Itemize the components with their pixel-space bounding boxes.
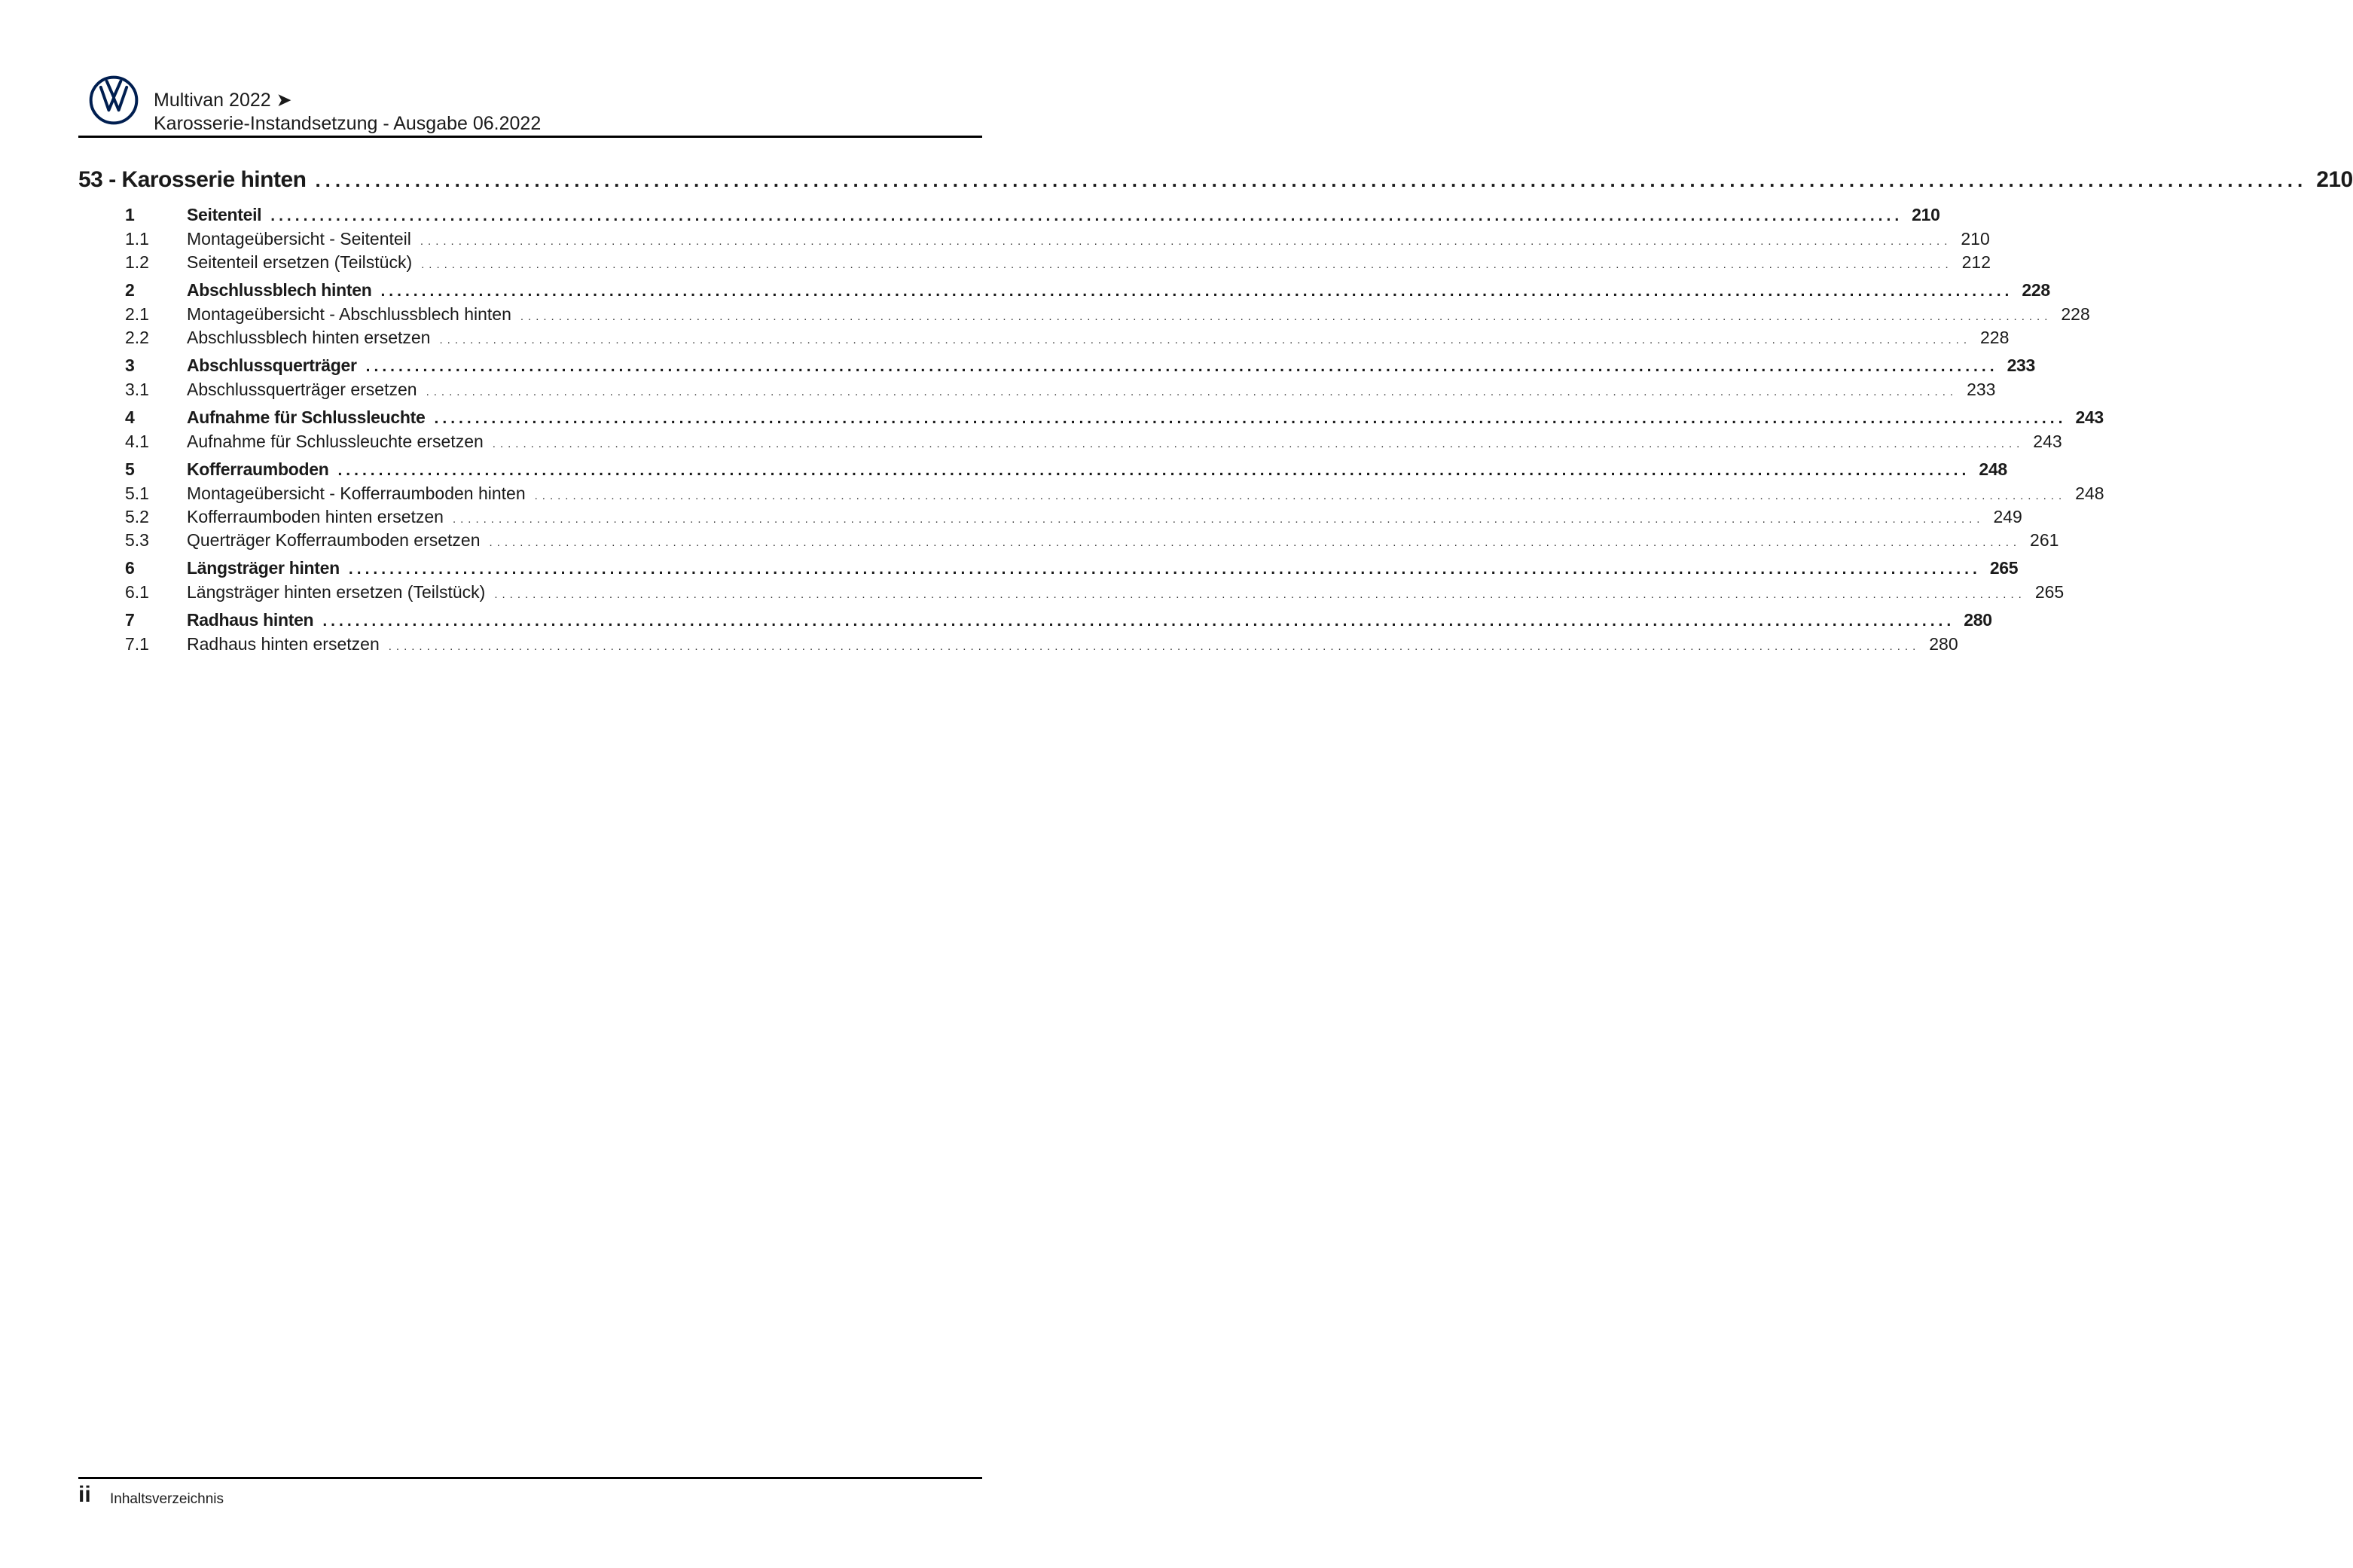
leader-dots: ........................................................................................................................................................................................................ <box>388 640 1921 653</box>
toc-subsection[interactable] <box>78 229 1990 252</box>
footer-label: Inhaltsverzeichnis <box>110 1491 224 1507</box>
entry-title: Abschlussquerträger ersetzen <box>187 380 417 399</box>
entry-page: 248 <box>2075 484 2104 503</box>
leader-dots: ........................................................................................................................................................................................................ <box>420 235 1952 248</box>
entry-title: Aufnahme für Schlussleuchte <box>187 407 426 427</box>
entry-title: Aufnahme für Schlussleuchte ersetzen <box>187 432 484 451</box>
leader-dots: ........................................................................................................................................................................................................ <box>322 612 1955 630</box>
entry-title: Querträger Kofferraumboden ersetzen <box>187 530 481 550</box>
entry-page: 265 <box>1989 558 2019 578</box>
leader-dots: ........................................................................................................................................................................................................ <box>492 438 2025 450</box>
leader-dots: ........................................................................................................................................................................................................ <box>421 258 1953 271</box>
entry-page: 228 <box>1979 328 2010 347</box>
entry-title: Radhaus hinten ersetzen <box>187 634 380 654</box>
toc-section[interactable] <box>78 355 2036 380</box>
table-of-contents <box>78 167 2353 657</box>
leader-dots: ........................................................................................................................................................................................................ <box>452 513 1985 526</box>
entry-title: Abschlussblech hinten ersetzen <box>187 328 431 347</box>
entry-number: 2.1 <box>125 304 149 324</box>
leader-dots: ........................................................................................................................................................................................................ <box>348 560 1981 578</box>
entry-title: Abschlussquerträger <box>187 355 357 375</box>
toc-section[interactable] <box>78 459 2007 484</box>
entry-page: 249 <box>1993 507 2022 526</box>
chapter-page: 210 <box>2316 167 2353 192</box>
entry-number: 5.1 <box>125 484 149 503</box>
entry-number: 5.2 <box>125 507 149 526</box>
entry-number: 1 <box>125 205 135 224</box>
entry-page: 243 <box>2033 432 2062 451</box>
chapter-title: 53 - Karosserie hinten <box>78 167 307 192</box>
entry-number: 6 <box>125 558 135 578</box>
entry-title: Längsträger hinten ersetzen (Teilstück) <box>187 582 486 602</box>
toc-section[interactable] <box>78 610 1992 634</box>
model-title: Multivan 2022 ➤ <box>154 90 292 111</box>
toc-section[interactable] <box>78 407 2104 432</box>
entry-number: 4.1 <box>125 432 149 451</box>
entry-page: 248 <box>1979 459 2007 479</box>
document-header <box>154 89 541 136</box>
toc-section[interactable] <box>78 558 2019 582</box>
toc-subsection[interactable] <box>78 507 2022 530</box>
footer-page-number: ii <box>78 1482 91 1507</box>
entry-page: 261 <box>2030 530 2059 550</box>
leader-dots: ........................................................................................................................................................................................................ <box>426 386 1958 398</box>
entry-page: 280 <box>1929 634 1958 654</box>
entry-title: Kofferraumboden hinten ersetzen <box>187 507 444 526</box>
toc-chapter[interactable] <box>78 167 2353 200</box>
entry-number: 1.1 <box>125 229 149 249</box>
leader-dots: ........................................................................................................................................................................................................ <box>494 588 2026 601</box>
entry-title: Radhaus hinten <box>187 610 314 630</box>
entry-page: 265 <box>2034 582 2065 602</box>
entry-page: 228 <box>2022 280 2050 300</box>
leader-dots: ........................................................................................................................................................................................................ <box>520 310 2052 323</box>
entry-title: Montageübersicht - Abschlussblech hinten <box>187 304 511 324</box>
leader-dots: ........................................................................................................................................................................................................ <box>270 207 1903 224</box>
toc-subsection[interactable] <box>78 380 1996 403</box>
entry-number: 1.2 <box>125 252 149 272</box>
entry-number: 6.1 <box>125 582 149 602</box>
leader-dots: ........................................................................................................................................................................................................ <box>534 490 2067 502</box>
toc-subsection[interactable] <box>78 484 2104 507</box>
leader-dots: ........................................................................................................................................................................................................ <box>365 358 1998 375</box>
toc-subsection[interactable] <box>78 634 1958 657</box>
footer-divider <box>78 1477 982 1479</box>
entry-page: 280 <box>1964 610 1992 630</box>
entry-number: 2.2 <box>125 328 149 347</box>
toc-subsection[interactable] <box>78 252 1991 276</box>
entry-page: 233 <box>2007 355 2036 375</box>
entry-number: 7 <box>125 610 135 630</box>
toc-section[interactable] <box>78 205 1940 229</box>
entry-number: 5.3 <box>125 530 149 550</box>
entry-title: Montageübersicht - Seitenteil <box>187 229 411 249</box>
entry-page: 228 <box>2061 304 2090 324</box>
toc-subsection[interactable] <box>78 582 2065 606</box>
entry-title: Längsträger hinten <box>187 558 340 578</box>
toc-subsection[interactable] <box>78 328 2010 351</box>
leader-dots: ........................................................................................................................................................................................................ <box>439 334 1971 346</box>
leader-dots: ........................................................................................................................................................................................................ <box>315 169 2308 191</box>
entry-page: 243 <box>2075 407 2104 427</box>
vw-logo-icon <box>89 75 139 125</box>
entry-number: 7.1 <box>125 634 149 654</box>
entry-title: Kofferraumboden <box>187 459 329 479</box>
entry-title: Seitenteil ersetzen (Teilstück) <box>187 252 413 272</box>
entry-page: 210 <box>1912 205 1940 224</box>
document-subtitle: Karosserie-Instandsetzung - Ausgabe 06.2022 <box>154 113 542 134</box>
leader-dots: ........................................................................................................................................................................................................ <box>489 536 2022 549</box>
leader-dots: ........................................................................................................................................................................................................ <box>434 410 2067 427</box>
leader-dots: ........................................................................................................................................................................................................ <box>337 462 1970 479</box>
toc-subsection[interactable] <box>78 304 2090 328</box>
entry-page: 233 <box>1967 380 1996 399</box>
leader-dots: ........................................................................................................................................................................................................ <box>380 282 2013 300</box>
entry-page: 212 <box>1961 252 1991 272</box>
entry-title: Montageübersicht - Kofferraumboden hinten <box>187 484 526 503</box>
entry-number: 4 <box>125 407 135 427</box>
toc-subsection[interactable] <box>78 432 2062 455</box>
toc-section[interactable] <box>78 280 2050 304</box>
entry-number: 5 <box>125 459 135 479</box>
entry-number: 2 <box>125 280 135 300</box>
entry-title: Abschlussblech hinten <box>187 280 372 300</box>
entry-number: 3 <box>125 355 135 375</box>
header-divider <box>78 136 982 138</box>
entry-number: 3.1 <box>125 380 149 399</box>
entry-page: 210 <box>1961 229 1990 249</box>
entry-title: Seitenteil <box>187 205 262 224</box>
toc-subsection[interactable] <box>78 530 2059 554</box>
